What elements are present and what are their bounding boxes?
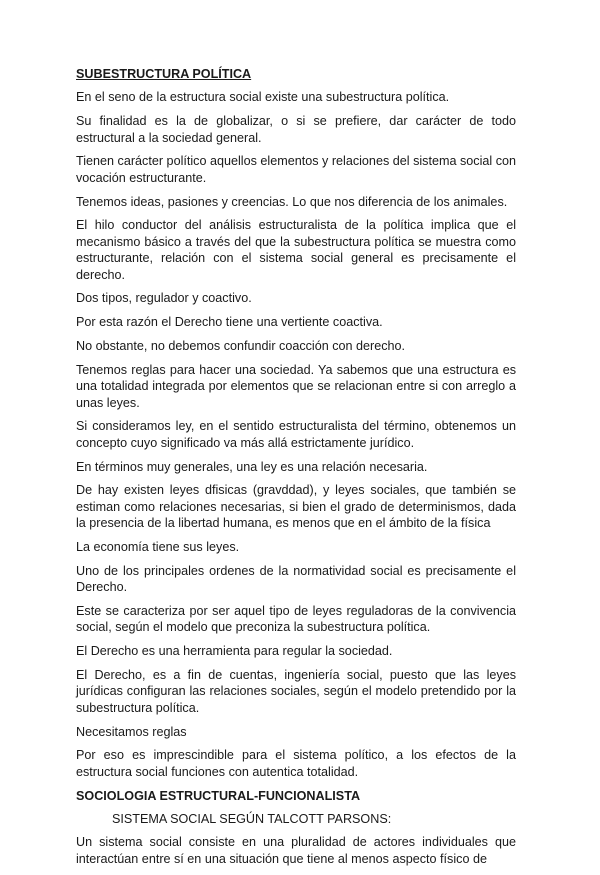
paragraph: Tenemos reglas para hacer una sociedad. Ya sabemos que una estructura es una totalidad integrada por elementos que se relacionan entre si con arreglo a unas leyes. <box>76 362 516 410</box>
paragraph: Si consideramos ley, en el sentido estructuralista del término, obtenemos un concepto cuyo significado va más allá estrictamente jurídico. <box>76 419 516 450</box>
paragraph: De hay existen leyes dfisicas (gravddad), y leyes sociales, que también se estiman como relaciones necesarias, si bien el grado de determinismos, dada la presencia de la libertad humana, es menos que en el ámbito de la física <box>76 483 516 531</box>
paragraph: Uno de los principales ordenes de la normatividad social es precisamente el Derecho. <box>76 563 516 595</box>
paragraph-list <box>76 89 516 780</box>
paragraph: En términos muy generales, una ley es una relación necesaria. <box>76 459 428 474</box>
paragraph: Dos tipos, regulador y coactivo. <box>76 291 252 306</box>
section2-paragraph: Un sistema social consiste en una pluralidad de actores individuales que interactúan entre sí en una situación que tiene al menos aspecto físico de <box>76 835 516 866</box>
section2-subtitle: SISTEMA SOCIAL SEGÚN TALCOTT PARSONS: <box>112 812 392 827</box>
section-title: SUBESTRUCTURA POLÍTICA <box>76 67 252 81</box>
paragraph: Su finalidad es la de globalizar, o si se prefiere, dar carácter de todo estructural a la sociedad general. <box>76 114 516 145</box>
paragraph: Tenemos ideas, pasiones y creencias. Lo que nos diferencia de los animales. <box>76 194 508 209</box>
paragraph: En el seno de la estructura social existe una subestructura política. <box>76 90 450 105</box>
paragraph: Por eso es imprescindible para el sistema político, a los efectos de la estructura social funciones con autentica totalidad. <box>76 748 516 779</box>
paragraph: El Derecho es una herramienta para regular la sociedad. <box>76 644 393 659</box>
paragraph: Por esta razón el Derecho tiene una vertiente coactiva. <box>76 315 383 330</box>
paragraph: Tienen carácter político aquellos elementos y relaciones del sistema social con vocación estructurante. <box>76 154 516 185</box>
paragraph: Necesitamos reglas <box>76 724 187 739</box>
paragraph: La economía tiene sus leyes. <box>76 540 240 555</box>
paragraph: Este se caracteriza por ser aquel tipo de leyes reguladoras de la convivencia social, según el modelo que preconiza la subestructura política. <box>76 604 516 635</box>
paragraph: El Derecho, es a fin de cuentas, ingeniería social, puesto que las leyes jurídicas configuran las relaciones sociales, según el modelo pretendido por la subestructura política. <box>76 668 516 715</box>
paragraph: El hilo conductor del análisis estructuralista de la política implica que el mecanismo básico a través del que la subestructura política se muestra como estructurante, relación con el sistema social general es precisamente el derecho. <box>76 218 516 282</box>
document-page <box>76 66 516 875</box>
section2-title: SOCIOLOGIA ESTRUCTURAL-FUNCIONALISTA <box>76 788 361 803</box>
paragraph: No obstante, no debemos confundir coacción con derecho. <box>76 339 406 354</box>
